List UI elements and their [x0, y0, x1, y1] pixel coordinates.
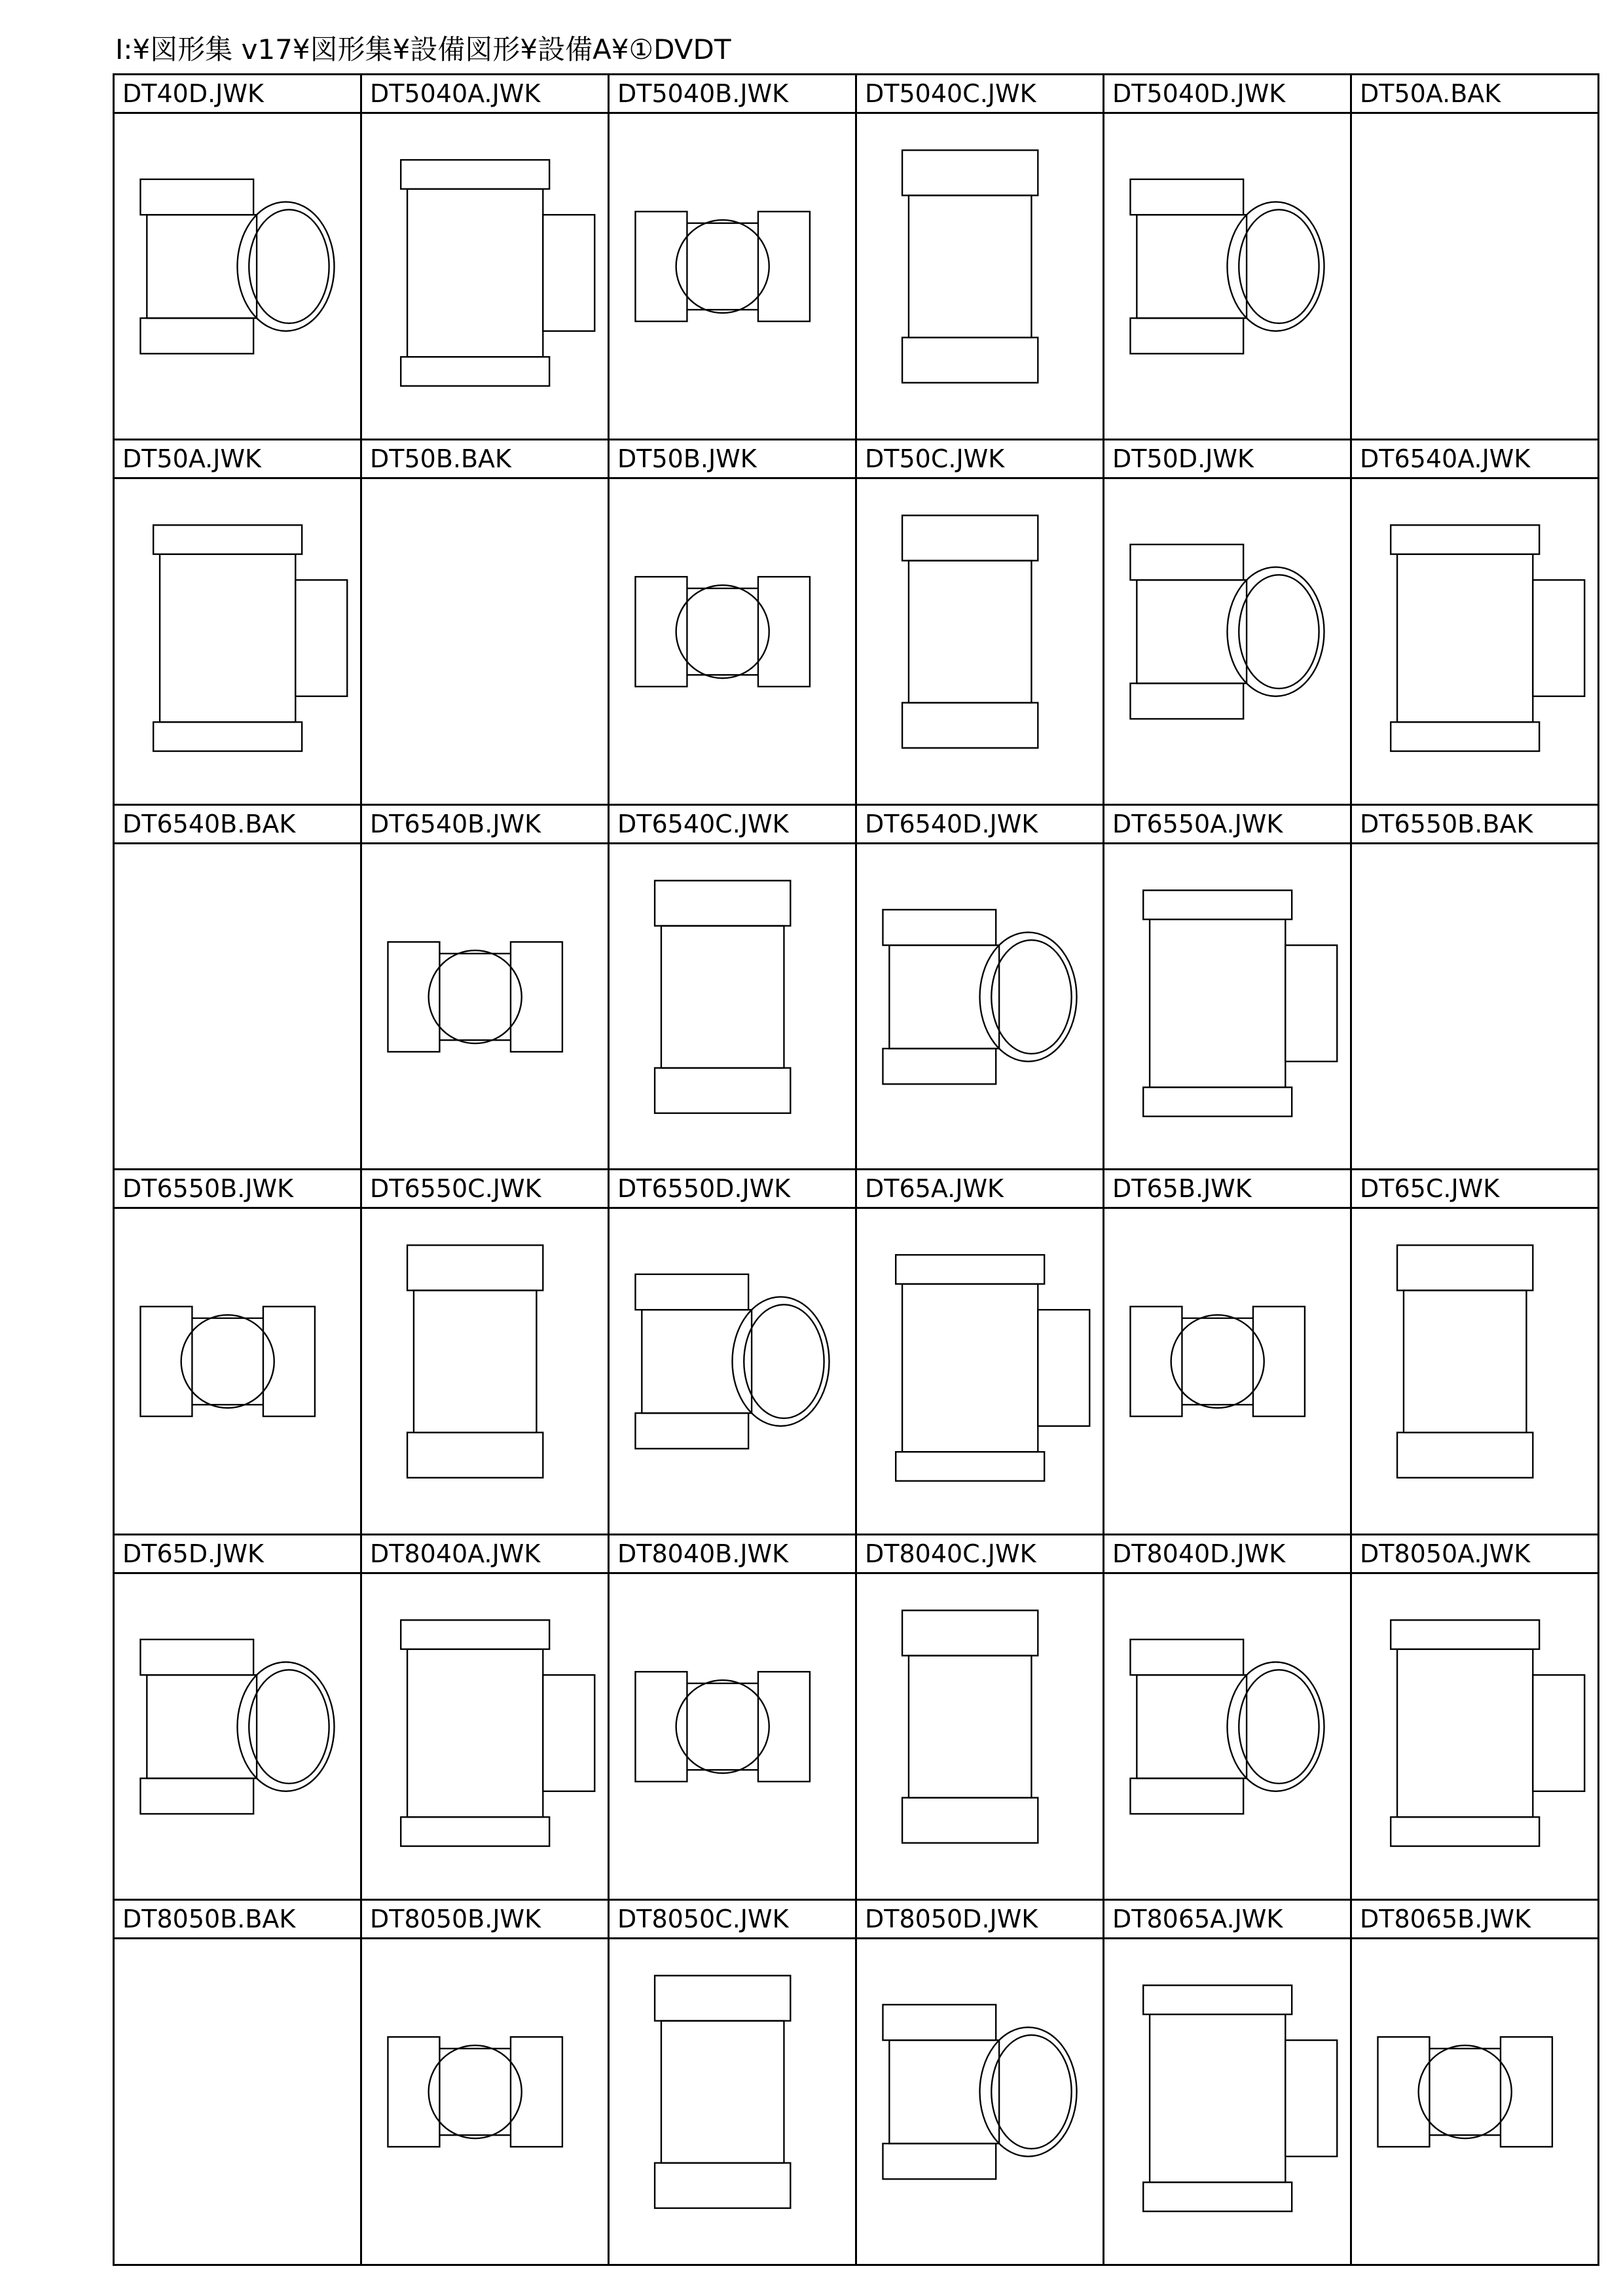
catalog-cell: [115, 1170, 362, 1535]
empty-figure: [1352, 844, 1597, 1169]
cell-filename: DT8065B.JWK: [1352, 1901, 1597, 1939]
tee-fitting-c-icon: [857, 1574, 1103, 1899]
cell-filename: DT6540B.JWK: [362, 806, 608, 844]
cell-filename: DT8050B.BAK: [115, 1901, 360, 1939]
cell-filename: DT6550D.JWK: [610, 1170, 855, 1209]
tee-fitting-c-icon: [610, 1939, 855, 2264]
figure-preview: [610, 1209, 855, 1534]
cell-filename: DT8050D.JWK: [857, 1901, 1103, 1939]
figure-preview: [115, 1209, 360, 1534]
cell-filename: DT50B.JWK: [610, 440, 855, 479]
catalog-cell: [1352, 75, 1599, 440]
catalog-cell: [1104, 440, 1352, 806]
figure-preview: [362, 114, 608, 439]
tee-fitting-d-icon: [1104, 114, 1350, 439]
tee-fitting-b-icon: [362, 844, 608, 1169]
catalog-cell: [857, 1535, 1104, 1901]
catalog-cell: [362, 1535, 610, 1901]
catalog-cell: [115, 75, 362, 440]
catalog-cell: [1352, 1170, 1599, 1535]
figure-preview: [1352, 1209, 1597, 1534]
tee-fitting-d-icon: [1104, 479, 1350, 804]
tee-fitting-b-icon: [115, 1209, 360, 1534]
empty-figure: [1352, 114, 1597, 439]
cell-filename: DT50B.BAK: [362, 440, 608, 479]
figure-preview: [610, 1574, 855, 1899]
tee-fitting-d-icon: [1104, 1574, 1350, 1899]
empty-figure: [115, 1939, 360, 2264]
catalog-cell: [1352, 806, 1599, 1171]
cell-filename: DT8065A.JWK: [1104, 1901, 1350, 1939]
tee-fitting-c-icon: [362, 1209, 608, 1534]
catalog-cell: [1352, 1901, 1599, 2266]
cell-filename: DT6550B.BAK: [1352, 806, 1597, 844]
tee-fitting-c-icon: [1352, 1209, 1597, 1534]
catalog-cell: [1104, 806, 1352, 1171]
cell-filename: DT8050A.JWK: [1352, 1535, 1597, 1574]
empty-figure: [115, 844, 360, 1169]
cell-filename: DT50C.JWK: [857, 440, 1103, 479]
catalog-cell: [857, 806, 1104, 1171]
figure-preview: [1352, 1939, 1597, 2264]
figure-preview: [857, 479, 1103, 804]
tee-fitting-b-icon: [610, 1574, 855, 1899]
cell-filename: DT6550C.JWK: [362, 1170, 608, 1209]
cell-filename: DT6550A.JWK: [1104, 806, 1350, 844]
catalog-cell: [115, 440, 362, 806]
catalog-cell: [610, 75, 857, 440]
tee-fitting-a-icon: [362, 1574, 608, 1899]
tee-fitting-c-icon: [857, 479, 1103, 804]
tee-fitting-a-icon: [1104, 844, 1350, 1169]
catalog-cell: [610, 1901, 857, 2266]
catalog-cell: [857, 440, 1104, 806]
figure-preview: [115, 114, 360, 439]
tee-fitting-a-icon: [857, 1209, 1103, 1534]
figure-preview: [115, 1574, 360, 1899]
catalog-cell: [362, 806, 610, 1171]
tee-fitting-b-icon: [610, 114, 855, 439]
figure-preview: [857, 1939, 1103, 2264]
cell-filename: DT6550B.JWK: [115, 1170, 360, 1209]
cell-filename: DT8040C.JWK: [857, 1535, 1103, 1574]
tee-fitting-d-icon: [115, 114, 360, 439]
cell-filename: DT6540C.JWK: [610, 806, 855, 844]
catalog-cell: [857, 75, 1104, 440]
figure-preview: [362, 1939, 608, 2264]
catalog-cell: [115, 806, 362, 1171]
catalog-cell: [1104, 1901, 1352, 2266]
cell-filename: DT5040C.JWK: [857, 75, 1103, 114]
tee-fitting-a-icon: [362, 114, 608, 439]
cell-filename: DT65D.JWK: [115, 1535, 360, 1574]
tee-fitting-a-icon: [1352, 1574, 1597, 1899]
cell-filename: DT40D.JWK: [115, 75, 360, 114]
catalog-cell: [362, 440, 610, 806]
figure-preview: [610, 844, 855, 1169]
tee-fitting-d-icon: [857, 844, 1103, 1169]
figure-preview: [1104, 479, 1350, 804]
tee-fitting-b-icon: [610, 479, 855, 804]
catalog-cell: [857, 1170, 1104, 1535]
figure-preview: [362, 1209, 608, 1534]
catalog-cell: [610, 1535, 857, 1901]
figure-preview: [1104, 844, 1350, 1169]
catalog-cell: [362, 1170, 610, 1535]
figure-preview: [1104, 1574, 1350, 1899]
cell-filename: DT6540A.JWK: [1352, 440, 1597, 479]
figure-preview: [857, 844, 1103, 1169]
cell-filename: DT8050B.JWK: [362, 1901, 608, 1939]
cell-filename: DT50A.JWK: [115, 440, 360, 479]
cell-filename: DT8040D.JWK: [1104, 1535, 1350, 1574]
cell-filename: DT50D.JWK: [1104, 440, 1350, 479]
tee-fitting-c-icon: [857, 114, 1103, 439]
catalog-grid: [113, 73, 1599, 2266]
catalog-cell: [610, 440, 857, 806]
tee-fitting-b-icon: [1104, 1209, 1350, 1534]
cell-filename: DT5040D.JWK: [1104, 75, 1350, 114]
cell-filename: DT6540B.BAK: [115, 806, 360, 844]
tee-fitting-c-icon: [610, 844, 855, 1169]
cell-filename: DT5040B.JWK: [610, 75, 855, 114]
tee-fitting-a-icon: [115, 479, 360, 804]
figure-preview: [115, 479, 360, 804]
catalog-cell: [115, 1535, 362, 1901]
cell-filename: DT6540D.JWK: [857, 806, 1103, 844]
tee-fitting-a-icon: [1104, 1939, 1350, 2264]
figure-preview: [610, 479, 855, 804]
tee-fitting-a-icon: [1352, 479, 1597, 804]
figure-preview: [1104, 114, 1350, 439]
figure-preview: [857, 1209, 1103, 1534]
cell-filename: DT65A.JWK: [857, 1170, 1103, 1209]
tee-fitting-d-icon: [857, 1939, 1103, 2264]
tee-fitting-d-icon: [610, 1209, 855, 1534]
cell-filename: DT65B.JWK: [1104, 1170, 1350, 1209]
catalog-cell: [1104, 75, 1352, 440]
catalog-cell: [362, 75, 610, 440]
figure-preview: [857, 114, 1103, 439]
cell-filename: DT8040A.JWK: [362, 1535, 608, 1574]
figure-preview: [610, 1939, 855, 2264]
cell-filename: DT8040B.JWK: [610, 1535, 855, 1574]
catalog-cell: [610, 1170, 857, 1535]
figure-preview: [610, 114, 855, 439]
catalog-cell: [1104, 1170, 1352, 1535]
figure-preview: [1104, 1209, 1350, 1534]
cell-filename: DT8050C.JWK: [610, 1901, 855, 1939]
catalog-cell: [1352, 440, 1599, 806]
catalog-cell: [857, 1901, 1104, 2266]
figure-preview: [1352, 479, 1597, 804]
figure-preview: [857, 1574, 1103, 1899]
catalog-cell: [1352, 1535, 1599, 1901]
page-header-path: I:¥図形集 v17¥図形集¥設備図形¥設備A¥①DVDT: [115, 33, 731, 65]
tee-fitting-b-icon: [1352, 1939, 1597, 2264]
cell-filename: DT65C.JWK: [1352, 1170, 1597, 1209]
catalog-cell: [1104, 1535, 1352, 1901]
tee-fitting-d-icon: [115, 1574, 360, 1899]
tee-fitting-b-icon: [362, 1939, 608, 2264]
figure-preview: [1104, 1939, 1350, 2264]
cell-filename: DT50A.BAK: [1352, 75, 1597, 114]
catalog-cell: [115, 1901, 362, 2266]
cell-filename: DT5040A.JWK: [362, 75, 608, 114]
catalog-cell: [610, 806, 857, 1171]
figure-preview: [362, 844, 608, 1169]
catalog-cell: [362, 1901, 610, 2266]
figure-preview: [362, 1574, 608, 1899]
empty-figure: [362, 479, 608, 804]
figure-preview: [1352, 1574, 1597, 1899]
